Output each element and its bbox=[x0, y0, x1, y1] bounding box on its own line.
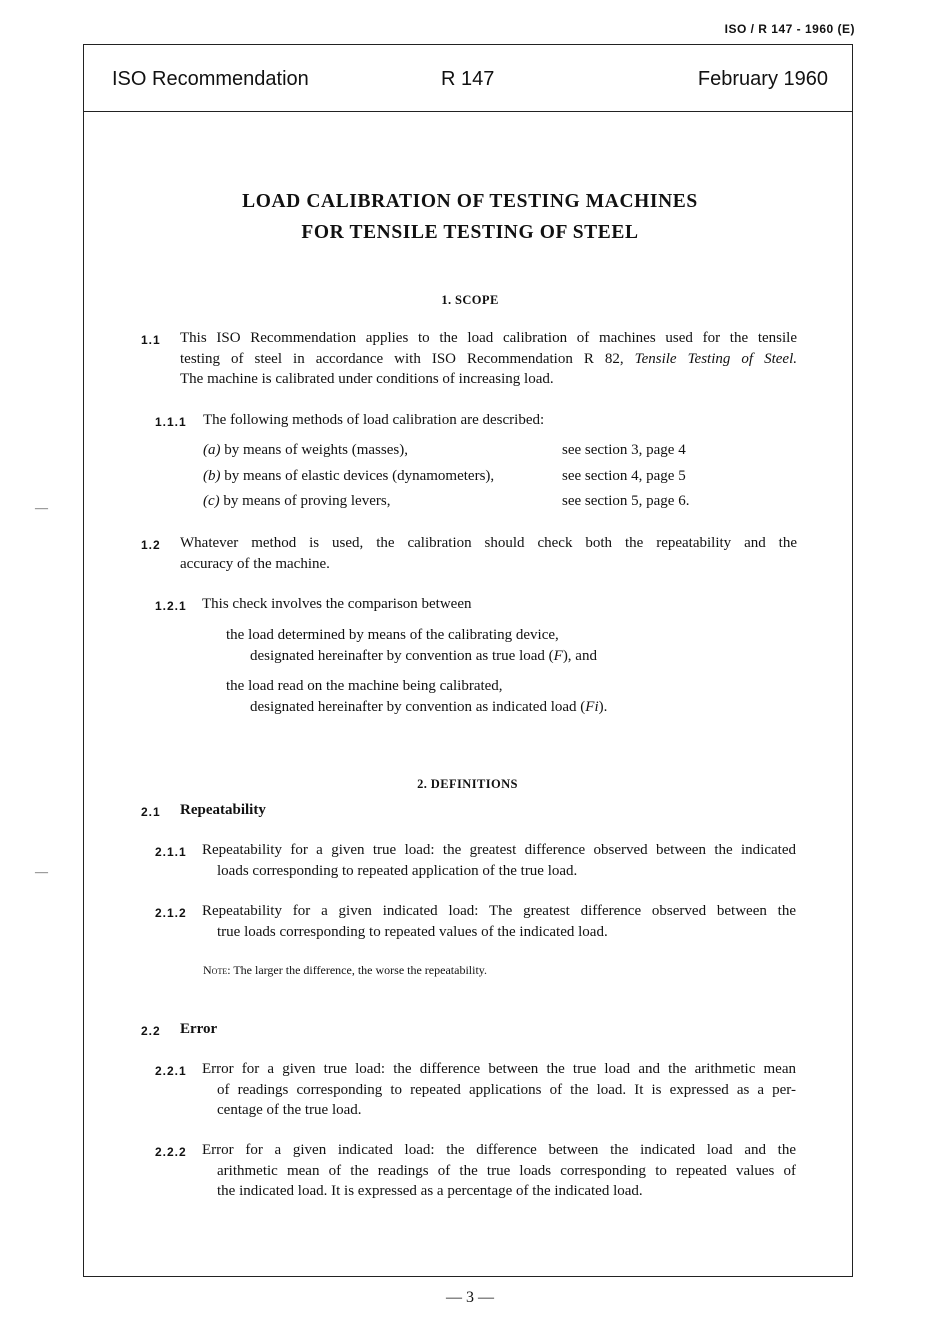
document-title-line-1: LOAD CALIBRATION OF TESTING MACHINES bbox=[242, 191, 698, 212]
header-number: R 147 bbox=[441, 68, 495, 90]
method-text: by means of elastic devices (dynamometers), bbox=[224, 467, 495, 484]
text-line: accuracy of the machine. bbox=[180, 555, 330, 572]
comparison-indicated-load bbox=[226, 676, 607, 717]
clause-number: 2.1.1 bbox=[155, 845, 187, 859]
clause-number: 1.1.1 bbox=[155, 415, 187, 429]
method-label: (b) bbox=[203, 467, 221, 484]
header-divider bbox=[83, 111, 853, 112]
clause-number: 1.1 bbox=[141, 333, 161, 347]
clause-1-2-text bbox=[180, 533, 797, 574]
text-line: Error for a given true load: the difference between the true load and the arithmetic mean bbox=[202, 1061, 796, 1077]
symbol-true-load: F bbox=[553, 647, 563, 664]
clause-2-2-2-text bbox=[202, 1140, 796, 1202]
page-number: — 3 — bbox=[446, 1289, 494, 1306]
note-text: : The larger the difference, the worse the repeatability. bbox=[227, 963, 487, 977]
comparison-true-load bbox=[226, 625, 597, 666]
clause-1-1-1-text: The following methods of load calibration are described: bbox=[203, 412, 545, 428]
clause-1-2-1-text: This check involves the comparison between bbox=[202, 596, 472, 612]
text-line: true loads corresponding to repeated values of the indicated load. bbox=[217, 923, 608, 940]
text-line: This ISO Recommendation applies to the load calibration of machines used for the tensile bbox=[180, 330, 797, 346]
method-reference: see section 3, page 4 bbox=[562, 442, 686, 458]
text-line: The machine is calibrated under conditions of increasing load. bbox=[180, 371, 554, 387]
clause-number: 2.1 bbox=[141, 805, 161, 819]
clause-number: 2.2.1 bbox=[155, 1064, 187, 1078]
text-line: of readings corresponding to repeated applications of the load. It is expressed as a per- bbox=[217, 1081, 796, 1098]
header-date: February 1960 bbox=[697, 68, 828, 90]
clause-2-2-1-text bbox=[202, 1059, 796, 1121]
clause-number: 1.2.1 bbox=[155, 599, 187, 613]
method-label: (a) bbox=[203, 442, 221, 458]
method-item bbox=[203, 440, 723, 466]
method-label: (c) bbox=[203, 493, 220, 509]
text-line: the indicated load. It is expressed as a percentage of the indicated load. bbox=[217, 1183, 643, 1199]
text-line: loads corresponding to repeated application of the true load. bbox=[217, 862, 578, 879]
text-run: ), and bbox=[562, 647, 597, 664]
text-run: designated hereinafter by convention as true load ( bbox=[250, 647, 554, 664]
text-line: arithmetic mean of the readings of the true loads corresponding to repeated values of bbox=[217, 1162, 796, 1179]
text-line: the load read on the machine being calibrated, bbox=[226, 678, 503, 694]
text-line bbox=[226, 697, 607, 718]
clause-number: 2.2.2 bbox=[155, 1145, 187, 1159]
text-line: Repeatability for a given true load: the greatest difference observed between the indicated bbox=[202, 842, 796, 858]
text-line bbox=[226, 646, 597, 667]
text-line: Repeatability for a given indicated load: The greatest difference observed between the bbox=[202, 903, 796, 919]
text-run: designated hereinafter by convention as indicated load ( bbox=[250, 698, 586, 715]
note-label: Note bbox=[203, 963, 228, 977]
text-run: testing of steel in accordance with ISO Recommendation R 82, bbox=[180, 350, 624, 367]
method-item bbox=[203, 466, 723, 492]
margin-mark: — bbox=[35, 864, 48, 879]
method-reference: see section 4, page 5 bbox=[562, 467, 686, 484]
method-text: by means of proving levers, bbox=[223, 493, 391, 509]
clause-2-1-1-text bbox=[202, 840, 796, 881]
subsection-title-error: Error bbox=[180, 1021, 218, 1037]
method-item bbox=[203, 491, 723, 517]
clause-number: 2.2 bbox=[141, 1024, 161, 1038]
text-line bbox=[180, 349, 797, 370]
section-heading-scope: 1. SCOPE bbox=[441, 293, 499, 307]
method-reference: see section 5, page 6. bbox=[562, 493, 690, 509]
clause-number: 1.2 bbox=[141, 538, 161, 552]
text-line: Error for a given indicated load: the difference between the indicated load and the bbox=[202, 1142, 796, 1158]
clause-2-1-2-text bbox=[202, 901, 796, 942]
clause-1-1-text bbox=[180, 328, 797, 390]
text-line: Whatever method is used, the calibration should check both the repeatability and the bbox=[180, 535, 797, 551]
text-line: centage of the true load. bbox=[217, 1102, 362, 1118]
referenced-standard-title: Tensile Testing of Steel. bbox=[634, 350, 797, 367]
section-heading-definitions: 2. DEFINITIONS bbox=[417, 777, 518, 791]
subsection-title-repeatability: Repeatability bbox=[180, 802, 266, 818]
text-line: the load determined by means of the calibrating device, bbox=[226, 627, 559, 643]
document-reference: ISO / R 147 - 1960 (E) bbox=[724, 22, 855, 36]
methods-list bbox=[203, 440, 723, 517]
symbol-indicated-load: Fi bbox=[585, 698, 599, 715]
method-text: by means of weights (masses), bbox=[224, 442, 408, 458]
text-run: ). bbox=[598, 698, 608, 715]
document-title-line-2: FOR TENSILE TESTING OF STEEL bbox=[301, 222, 639, 243]
clause-number: 2.1.2 bbox=[155, 906, 187, 920]
note bbox=[203, 963, 487, 978]
margin-mark: — bbox=[35, 500, 48, 515]
header-series: ISO Recommendation bbox=[112, 68, 309, 90]
